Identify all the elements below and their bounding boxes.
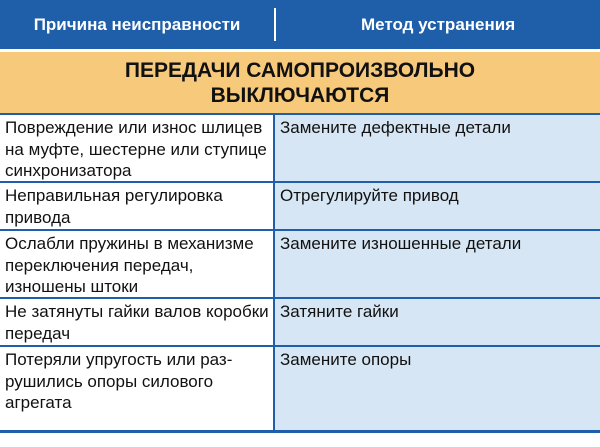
cause-cell: Неправильная регулировка привода (0, 183, 275, 229)
cause-cell: Потеряли упругость или разрушились опоры силового агрегата (0, 347, 275, 430)
cause-cell: Не затянуты гайки валов коробки передач (0, 299, 275, 345)
table-row (0, 299, 600, 347)
table-row (0, 115, 600, 183)
table-row (0, 183, 600, 231)
section-title: ПЕРЕДАЧИ САМОПРОИЗВОЛЬНО ВЫКЛЮЧАЮТСЯ (0, 52, 600, 115)
table-body (0, 115, 600, 433)
header-fix: Метод устранения (360, 14, 516, 34)
table-row (0, 231, 600, 299)
fix-cell: Замените изношенные детали (275, 231, 600, 297)
table-row (0, 347, 600, 433)
table-header (0, 0, 600, 52)
fix-cell: Замените дефектные детали (275, 115, 600, 181)
fix-cell: Отрегулируйте привод (275, 183, 600, 229)
fix-cell: Затяните гайки (275, 299, 600, 345)
cause-cell: Повреждение или износ шлицев на муфте, шестерне или ступице синхронизатора (0, 115, 275, 181)
fix-cell: Замените опоры (275, 347, 600, 430)
header-cause: Причина неисправности (33, 14, 241, 34)
cause-cell: Ослабли пружины в механизме переключения передач, изношены штоки (0, 231, 275, 297)
